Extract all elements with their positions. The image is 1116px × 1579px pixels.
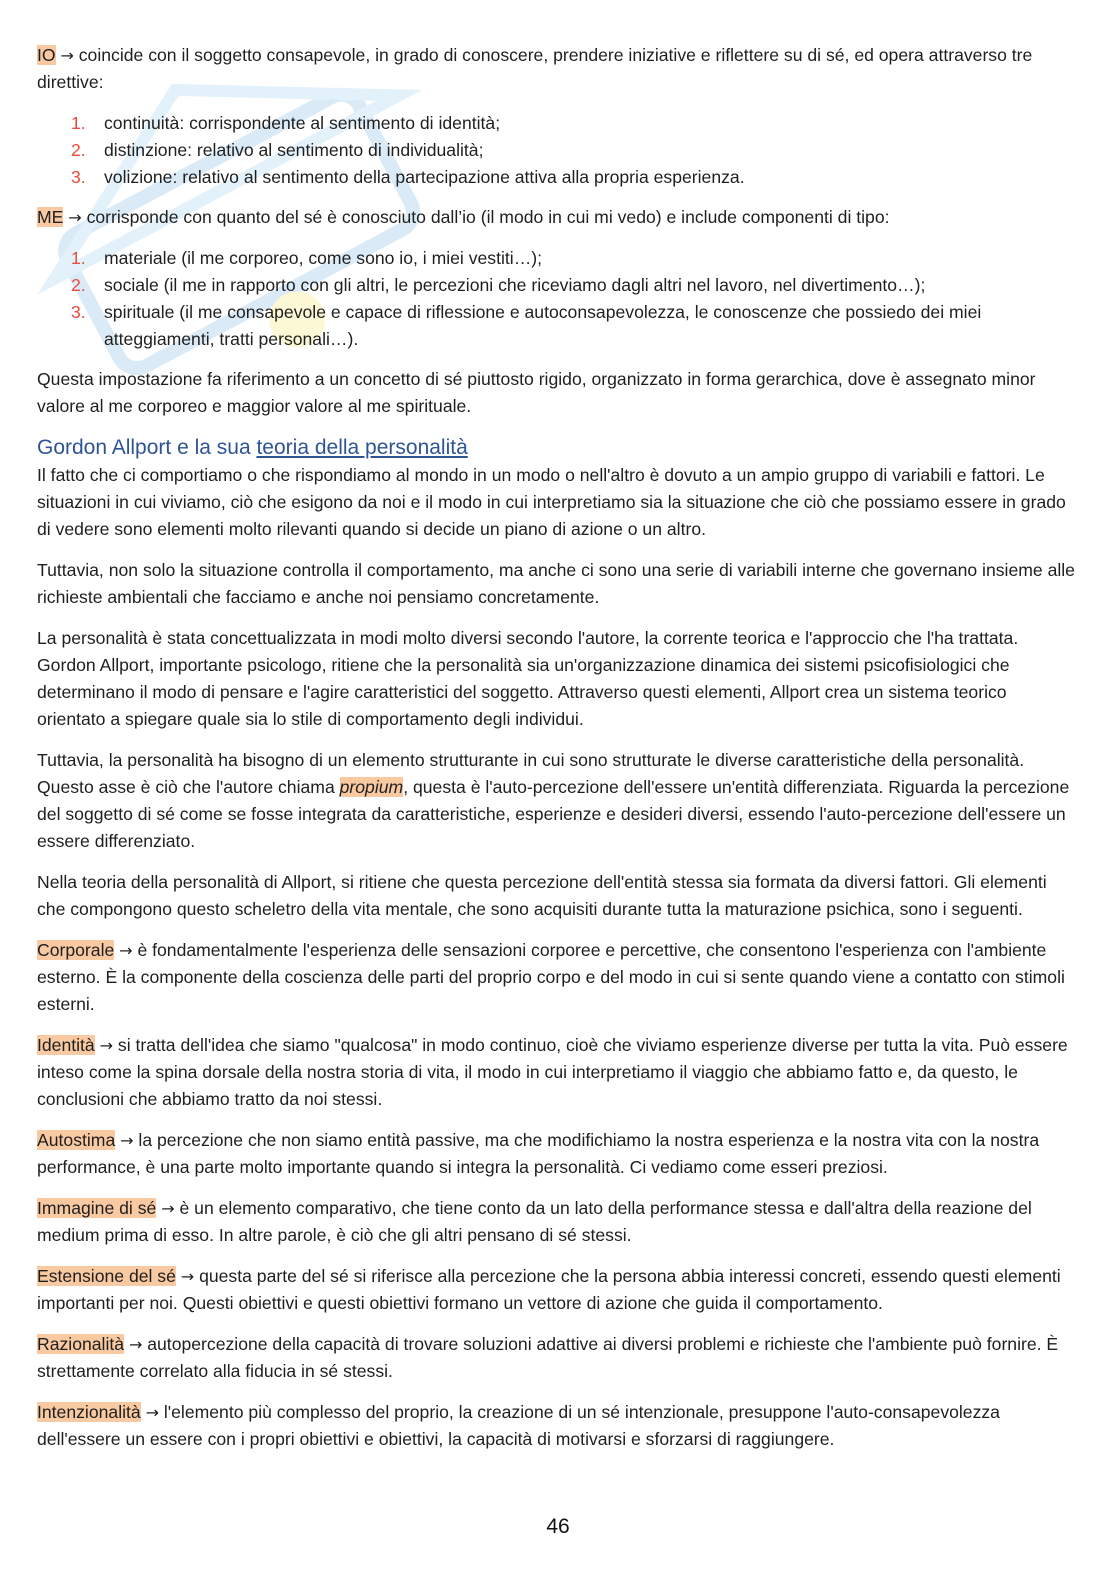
paragraph: La personalità è stata concettualizzata in modi molto diversi secondo l'autore, la corrente teorica e l'approccio che l'ha trattata. Gordon Allport, importante psicologo, ritiene che la personalità sia un'organizzazione dinamica dei sistemi psicofisiologici che determinano il modo di pensare e l'agire caratteristici del soggetto. Attraverso questi elementi, Allport crea un sistema teorico orientato a spiegare quale sia lo stile di comportamento degli individui. xyxy=(37,628,1019,729)
me-text: corrisponde con quanto del sé è conosciuto dall’io (il modo in cui mi vedo) e include componenti di tipo: xyxy=(81,207,890,227)
arrow-icon: → xyxy=(120,1131,134,1150)
arrow-icon: → xyxy=(99,1036,114,1055)
me-list xyxy=(37,245,1077,353)
arrow-icon: → xyxy=(161,1199,175,1218)
term-razionalita: Razionalità → autopercezione della capacità di trovare soluzioni adattive ai diversi problemi e richieste che l'ambiente può fornire. È strettamente correlato alla fiducia in sé stessi. xyxy=(37,1334,1059,1381)
paragraph: Nella teoria della personalità di Allport, si ritiene che questa percezione dell'entità stessa sia formata da diversi fattori. Gli elementi che compongono questo scheletro della vita mentale, che sono acquisiti durante tutta la maturazione psichica, sono i seguenti. xyxy=(37,872,1047,919)
term-intenzionalita: Intenzionalità → l'elemento più complesso del proprio, la creazione di un sé intenzionale, presuppone l'auto-consapevolezza dell'essere un essere con i propri obiettivi e obiettivi, la capacità di motivarsi e sforzarsi di raggiungere. xyxy=(37,1402,1000,1449)
arrow-icon: → xyxy=(60,46,74,65)
term-immagine: Immagine di sé → è un elemento comparativo, che tiene conto da un lato della performance stessa e dall'altra della reazione del medium prima di esso. In altre parole, è ciò che gli altri pensano di sé stessi. xyxy=(37,1198,1032,1245)
propium-paragraph: Tuttavia, la personalità ha bisogno di un elemento strutturante in cui sono strutturate le diverse caratteristiche della personalità. Questo asse è ciò che l'autore chiama propium, questa è l'auto-percezione dell'essere un'entità differenziata. Riguarda la percezione del soggetto di sé come se fosse integrata da caratteristiche, esperienze e desideri diversi, essendo l'auto-percezione dell'essere un essere differenziato. xyxy=(37,750,1070,851)
list-item: 3. spirituale (il me consapevole e capace di riflessione e autoconsapevolezza, le conoscenze che possiedo dei miei atteggiamenti, tratti personali…). xyxy=(71,302,982,349)
io-term: IO xyxy=(37,45,56,65)
list-item: 3. volizione: relativo al sentimento della partecipazione attiva alla propria esperienza. xyxy=(71,167,745,187)
io-paragraph xyxy=(37,42,1077,96)
io-text: coincide con il soggetto consapevole, in grado di conoscere, prendere iniziative e riflettere su di sé, ed opera attraverso tre direttive: xyxy=(37,45,1033,92)
section-heading: Gordon Allport e la sua teoria della personalità xyxy=(37,436,468,459)
term-autostima: Autostima → la percezione che non siamo entità passive, ma che modifichiamo la nostra esperienza e la nostra vita con la nostra performance, è una parte molto importante quando si integra la personalità. Ci vediamo come esseri preziosi. xyxy=(37,1130,1040,1177)
document-body xyxy=(37,42,1077,1467)
me-paragraph xyxy=(37,204,1077,231)
paragraph: Il fatto che ci comportiamo o che rispondiamo al mondo in un modo o nell'altro è dovuto a un ampio gruppo di variabili e fattori. Le situazioni in cui viviamo, ciò che esigono da noi e il modo in cui interpretiamo sia la situazione che ciò che possiamo essere in grado di vedere sono elementi molto rilevanti quando si decide un piano di azione o un altro. xyxy=(37,465,1066,539)
term-estensione: Estensione del sé → questa parte del sé si riferisce alla percezione che la persona abbia interessi concreti, essendo questi elementi importanti per noi. Questi obiettivi e questi obiettivi formano un vettore di azione che guida il comportamento. xyxy=(37,1266,1061,1313)
page-number: 46 xyxy=(546,1515,570,1538)
theory-link[interactable]: teoria della personalità xyxy=(256,436,468,459)
list-item: 1. materiale (il me corporeo, come sono io, i miei vestiti…); xyxy=(71,248,543,268)
me-term: ME xyxy=(37,207,64,227)
arrow-icon: → xyxy=(145,1403,159,1422)
io-list xyxy=(37,110,1077,191)
arrow-icon: → xyxy=(128,1335,143,1354)
term-identita: Identità → si tratta dell'idea che siamo "qualcosa" in modo continuo, cioè che viviamo esperienze diverse per tutta la vita. Può essere inteso come la spina dorsale della nostra storia di vita, il modo in cui interpretiamo il viaggio che abbiamo fatto e, da questo, le conclusioni che abbiamo tratto da noi stessi. xyxy=(37,1035,1068,1109)
list-item: 1. continuità: corrispondente al sentimento di identità; xyxy=(71,113,501,133)
list-item: 2. sociale (il me in rapporto con gli altri, le percezioni che riceviamo dagli altri nel lavoro, nel divertimento…); xyxy=(71,275,926,295)
arrow-icon: → xyxy=(119,941,133,960)
paragraph: Tuttavia, non solo la situazione controlla il comportamento, ma anche ci sono una serie di variabili interne che governano insieme alle richieste ambientali che facciamo e anche noi pensiamo concretamente. xyxy=(37,560,1075,607)
term-corporale: Corporale → è fondamentalmente l'esperienza delle sensazioni corporee e percettive, che consentono l'esperienza con l'ambiente esterno. È la componente della coscienza delle parti del proprio corpo e del modo in cui si sente quando viene a contatto con stimoli esterni. xyxy=(37,940,1065,1014)
list-item: 2. distinzione: relativo al sentimento di individualità; xyxy=(71,140,484,160)
summary-paragraph: Questa impostazione fa riferimento a un concetto di sé piuttosto rigido, organizzato in forma gerarchica, dove è assegnato minor valore al me corporeo e maggior valore al me spirituale. xyxy=(37,369,1036,416)
arrow-icon: → xyxy=(68,208,82,227)
propium-term: propium xyxy=(339,777,404,797)
arrow-icon: → xyxy=(180,1267,195,1286)
